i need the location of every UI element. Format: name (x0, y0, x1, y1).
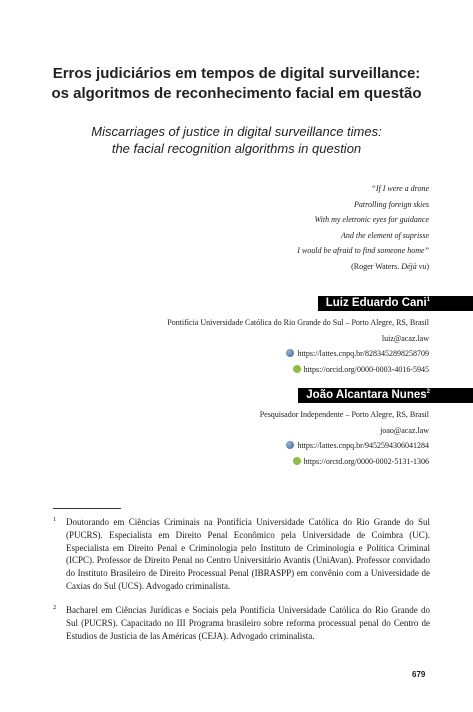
epigraph-source-work: Déjà vu (401, 261, 427, 271)
lattes-link[interactable] (69, 346, 429, 362)
orcid-icon (293, 365, 301, 373)
epigraph-source-close: ) (426, 261, 429, 271)
article-subtitle (30, 123, 443, 157)
email-link[interactable]: joao@acaz.law (380, 425, 429, 435)
article-subtitle-line-2: the facial recognition algorithms in question (111, 141, 362, 156)
footnote-text: Doutorando em Ciências Criminais na Pontifícia Universidade Católica do Rio Grande do Sul (PUCRS). Especialista em Direito Penal Econômico pela Universidade de Coimbra (UC). Especialista em Direito Penal e Criminologia pelo Instituto de Criminologia e Política Criminal (ICPC). Professor de Direito Penal no Centro Universitário Avantis (UniAvan). Professor convidado do Instituto Brasileiro de Direito Processual Penal (IBRASPP) em convênio com a Universidade de Caxias do Sul (UCS). Advogado criminalista. (66, 517, 430, 591)
orcid-icon (293, 457, 301, 465)
epigraph-line: “If I were a drone (371, 184, 429, 193)
author-block-1 (69, 315, 429, 377)
author-name: Luiz Eduardo Cani (325, 297, 427, 309)
footnote-ref[interactable]: 2 (426, 389, 430, 395)
footnote-2 (53, 604, 430, 642)
epigraph (129, 181, 429, 274)
orcid-url[interactable]: https://orctd.org/0000-0002-5131-1306 (303, 456, 429, 466)
epigraph-line: With my eletronic eyes for guidance (314, 215, 429, 224)
footnote-1 (53, 516, 430, 593)
lattes-url[interactable]: https://lattes.cnpq.br/9452594306041284 (297, 441, 429, 450)
epigraph-source-author: (Roger Waters. (351, 261, 400, 271)
page-number: 679 (412, 670, 426, 679)
author-name-bar-1 (318, 296, 473, 311)
article-title-line-1: Erros judiciários em tempos de digital surveillance: (52, 65, 421, 82)
footnote-number: 2 (53, 604, 57, 611)
epigraph-line: Patrolling foreign skies (354, 199, 429, 209)
footnote-number: 1 (53, 516, 57, 523)
footnote-text: Bacharel em Ciências Jurídicas e Sociais pela Pontifícia Universidade Católica do Rio Grande do Sul (PUCRS). Capacitado no III Programa brasileiro sobre reforma processual penal do Centro de Estudios de Justicia de las Américas (CEJA). Advogado criminalista. (66, 605, 430, 641)
affiliation: Pesquisador Independente – Porto Alegre, RS, Brasil (259, 410, 429, 419)
lattes-icon (286, 349, 294, 357)
orcid-link[interactable] (69, 454, 429, 470)
article-subtitle-line-1: Miscarriages of justice in digital surveillance times: (91, 124, 382, 139)
orcid-url[interactable]: https://orcid.org/0000-0003-4016-5945 (303, 364, 429, 374)
lattes-url[interactable]: https://lattes.cnpq.br/8283452898258709 (297, 349, 429, 358)
epigraph-line: And the element of suprisse (341, 230, 429, 240)
article-title-line-2: os algoritmos de reconhecimento facial em questão (51, 85, 422, 102)
author-block-2 (69, 407, 429, 469)
lattes-icon (286, 441, 294, 449)
footnote-separator (53, 508, 121, 509)
author-name-bar-2 (298, 388, 473, 403)
affiliation: Pontifícia Universidade Católica do Rio Grande do Sul – Porto Alegre, RS, Brasil (167, 318, 429, 327)
lattes-link[interactable] (69, 438, 429, 454)
epigraph-source (129, 259, 429, 275)
epigraph-line: I would be afraid to find someone home” (297, 246, 429, 255)
article-title (30, 64, 443, 104)
footnote-ref[interactable]: 1 (426, 297, 430, 303)
author-name: João Alcantara Nunes (306, 389, 427, 401)
email-link[interactable]: luiz@acaz.law (381, 333, 429, 343)
orcid-link[interactable] (69, 362, 429, 378)
